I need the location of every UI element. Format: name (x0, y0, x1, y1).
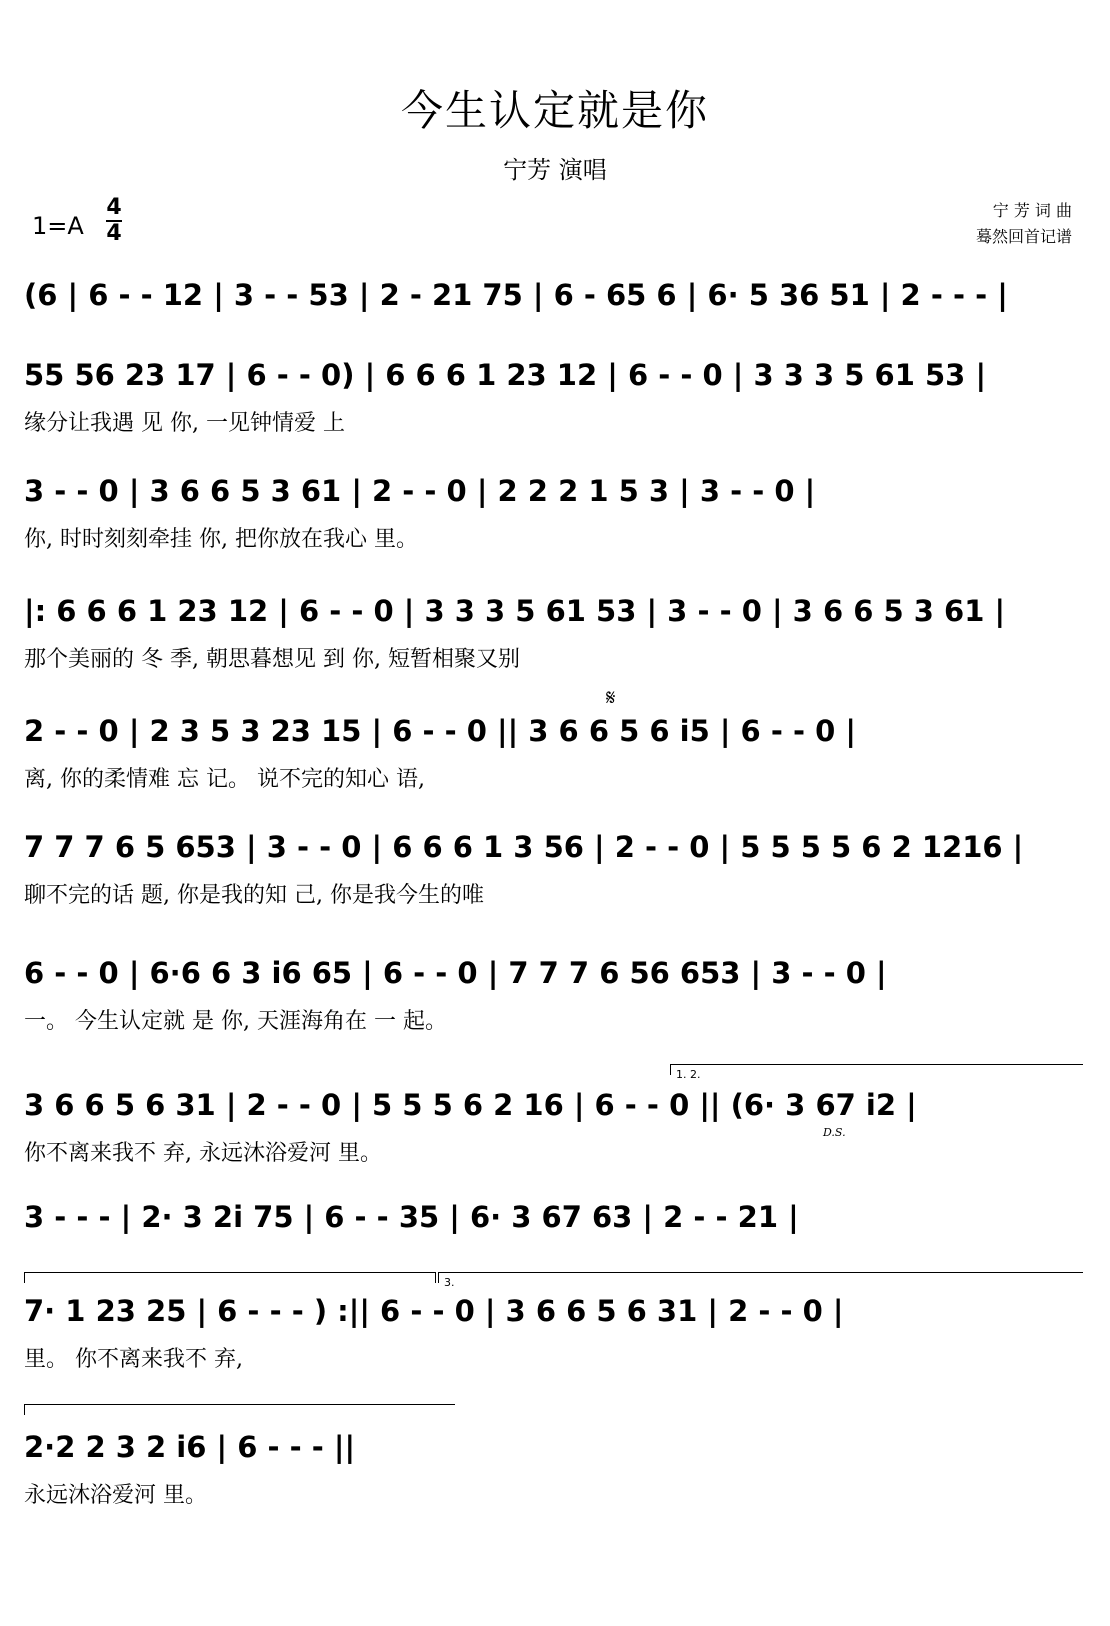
notation-line: |: 6 6 6 1 23 12 | 6 - - 0 | 3 3 3 5 61 53 | 3 - - 0 | 3 6 6 5 3 61 | (24, 594, 1006, 628)
notation-line: 3 - - - | 2· 3 2i 75 | 6 - - 35 | 6· 3 67 63 | 2 - - 21 | (24, 1200, 799, 1234)
lyrics-line: 你, 时时刻刻牵挂 你, 把你放在我心 里。 (24, 526, 418, 552)
notation-line: 3 6 6 5 6 31 | 2 - - 0 | 5 5 5 6 2 16 | 6 - - 0 || (6· 3 67 i2 | (24, 1088, 917, 1122)
lyrics-line: 聊不完的话 题, 你是我的知 己, 你是我今生的唯 (24, 882, 484, 908)
time-signature-top: 4 (106, 195, 122, 220)
time-signature-bottom: 4 (106, 221, 122, 246)
notation-line: 2·2 2 3 2 i6 | 6 - - - || (24, 1430, 356, 1464)
song-title: 今生认定就是你 (400, 86, 709, 135)
lyrics-line: 一。 今生认定就 是 你, 天涯海角在 一 起。 (24, 1008, 447, 1034)
key-signature: 1=A (32, 212, 84, 240)
lyrics-line: 离, 你的柔情难 忘 记。 说不完的知心 语, (24, 766, 425, 792)
notation-line: 2 - - 0 | 2 3 5 3 23 15 | 6 - - 0 || 3 6 6 5 6 i5 | 6 - - 0 | (24, 714, 856, 748)
singer-credit: 宁芳 演唱 (503, 156, 607, 184)
lyrics-line: 那个美丽的 冬 季, 朝思暮想见 到 你, 短暂相聚又别 (24, 646, 520, 672)
lyricist-composer: 宁 芳 词 曲 (992, 201, 1072, 220)
composer-credits (976, 198, 1072, 250)
notation-line: 3 - - 0 | 3 6 6 5 3 61 | 2 - - 0 | 2 2 2 1 5 3 | 3 - - 0 | (24, 474, 816, 508)
volta-bracket-third (438, 1272, 1083, 1283)
volta-bracket-ending-1-2 (24, 1272, 436, 1283)
lyrics-line: 缘分让我遇 见 你, 一见钟情爱 上 (24, 410, 345, 436)
lyrics-line: 永远沐浴爱河 里。 (24, 1482, 207, 1508)
volta-bracket-third-continued (24, 1404, 455, 1415)
segno-sign: 𝄋 (606, 686, 616, 711)
lyrics-line: 里。 你不离来我不 弃, (24, 1346, 243, 1372)
time-signature (103, 196, 125, 246)
volta-bracket-first-second (670, 1064, 1083, 1075)
lyrics-line: 你不离来我不 弃, 永远沐浴爱河 里。 (24, 1140, 382, 1166)
ds-label: D.S. (823, 1126, 846, 1139)
volta-label-third: 3. (444, 1276, 455, 1289)
notation-line: 7· 1 23 25 | 6 - - - ) :|| 6 - - 0 | 3 6 6 5 6 31 | 2 - - 0 | (24, 1294, 844, 1328)
transcriber: 蓦然回首记谱 (975, 227, 1072, 246)
volta-label-first-second: 1. 2. (676, 1068, 701, 1081)
notation-line: 55 56 23 17 | 6 - - 0) | 6 6 6 1 23 12 | 6 - - 0 | 3 3 3 5 61 53 | (24, 358, 987, 392)
notation-line: (6 | 6 - - 12 | 3 - - 53 | 2 - 21 75 | 6 - 65 6 | 6· 5 36 51 | 2 - - - | (24, 278, 1008, 312)
notation-line: 7 7 7 6 5 653 | 3 - - 0 | 6 6 6 1 3 56 | 2 - - 0 | 5 5 5 5 6 2 1216 | (24, 830, 1024, 864)
notation-line: 6 - - 0 | 6·6 6 3 i6 65 | 6 - - 0 | 7 7 7 6 56 653 | 3 - - 0 | (24, 956, 887, 990)
